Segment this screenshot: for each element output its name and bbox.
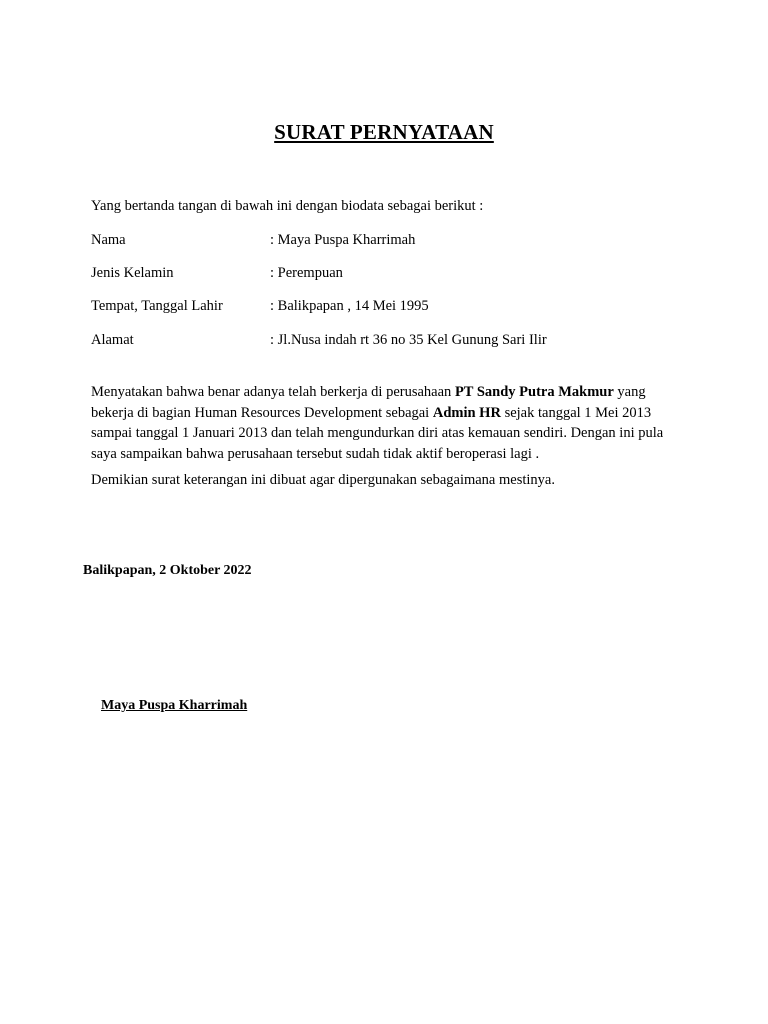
bio-row-alamat <box>91 332 547 349</box>
bio-value: : Perempuan <box>270 265 343 281</box>
bio-row-nama <box>91 232 415 249</box>
bio-label: Nama <box>91 232 126 248</box>
statement-text: Menyatakan bahwa benar adanya telah berkerja di perusahaan <box>91 384 455 400</box>
bio-label: Tempat, Tanggal Lahir <box>91 298 223 314</box>
bio-value: : Jl.Nusa indah rt 36 no 35 Kel Gunung Sari Ilir <box>270 332 547 348</box>
bio-label: Alamat <box>91 332 134 348</box>
company-name: PT Sandy Putra Makmur <box>454 384 614 400</box>
signer-name: Maya Puspa Kharrimah <box>101 698 248 713</box>
bio-row-tempat-tanggal-lahir <box>91 298 429 315</box>
intro-text: Yang bertanda tangan di bawah ini dengan biodata sebagai berikut : <box>91 198 484 214</box>
bio-value: : Maya Puspa Kharrimah <box>270 232 416 248</box>
job-position: Admin HR <box>432 404 501 421</box>
document-title: SURAT PERNYATAAN <box>274 120 494 144</box>
place-date: Balikpapan, 2 Oktober 2022 <box>83 563 252 578</box>
statement-paragraph <box>91 382 691 464</box>
bio-label: Jenis Kelamin <box>91 265 174 281</box>
closing-text: Demikian surat keterangan ini dibuat agar dipergunakan sebagaimana mestinya. <box>91 472 555 488</box>
bio-value: : Balikpapan , 14 Mei 1995 <box>270 298 429 314</box>
statement-text: yang bekerja di bagian Human Resources Development sebagai <box>91 384 646 421</box>
bio-row-jenis-kelamin <box>91 265 343 282</box>
statement-text: sejak tanggal 1 Mei 2013 sampai tanggal 1 Januari 2013 dan telah mengundurkan diri atas kemauan sendiri. Dengan ini pula saya sampaikan bahwa perusahaan tersebut sudah tidak aktif beroperasi lagi . <box>91 404 664 462</box>
